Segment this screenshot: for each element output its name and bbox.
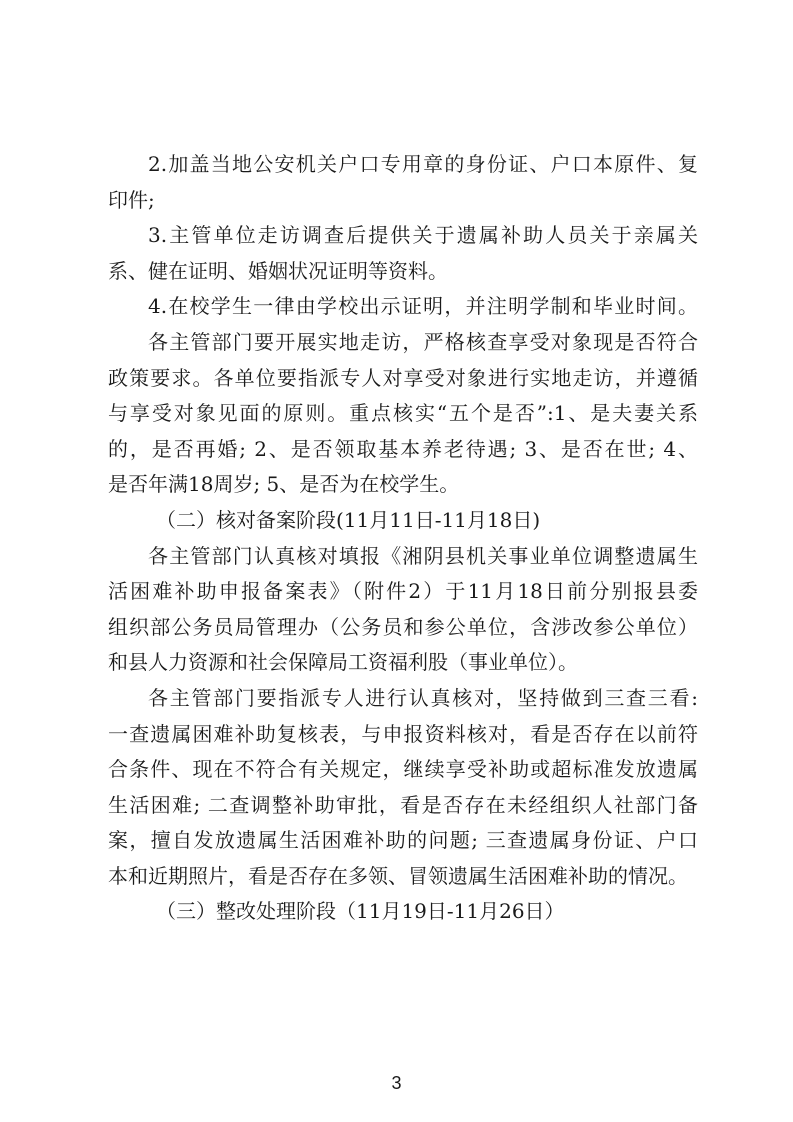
body-line: 案，擅自发放遗属生活困难补助的问题; 三查遗属身份证、户口 — [108, 828, 698, 853]
section-heading: （三）整改处理阶段（11月19日-11月26日） — [156, 899, 565, 924]
body-line: 各主管部门认真核对填报《湘阴县机关事业单位调整遗属生 — [148, 543, 698, 568]
body-line: 各主管部门要开展实地走访，严格核查享受对象现是否符合 — [148, 329, 698, 354]
document-body — [108, 147, 698, 930]
body-line: 本和近期照片，看是否存在多领、冒领遗属生活困难补助的情况。 — [108, 863, 688, 888]
body-line: 印件; — [108, 187, 155, 212]
body-line: 3.主管单位走访调查后提供关于遗属补助人员关于亲属关 — [148, 223, 698, 248]
page-number: 3 — [391, 1073, 402, 1093]
body-line: 系、健在证明、婚姻状况证明等资料。 — [108, 258, 448, 283]
body-line: 是否年满18周岁; 5、是否为在校学生。 — [108, 472, 460, 497]
body-line: 活困难补助申报备案表》（附件2）于11月18日前分别报县委 — [108, 579, 698, 604]
body-line: 组织部公务员局管理办（公务员和参公单位，含涉改参公单位） — [108, 614, 698, 639]
section-heading: （二）核对备案阶段(11月11日-11月18日) — [156, 507, 541, 532]
body-line: 2.加盖当地公安机关户口专用章的身份证、户口本原件、复 — [148, 152, 698, 176]
body-line: 与享受对象见面的原则。重点核实“五个是否”:1、是夫妻关系 — [108, 401, 698, 426]
body-line: 生活困难; 二查调整补助审批，看是否存在未经组织人社部门备 — [108, 792, 698, 817]
body-line: 合条件、现在不符合有关规定，继续享受补助或超标准发放遗属 — [108, 757, 698, 782]
body-line: 政策要求。各单位要指派专人对享受对象进行实地走访，并遵循 — [108, 365, 698, 390]
body-line: 和县人力资源和社会保障局工资福利股（事业单位）。 — [108, 650, 578, 675]
body-line: 一查遗属困难补助复核表，与申报资料核对，看是否存在以前符 — [108, 721, 698, 746]
body-line: 的，是否再婚; 2、是否领取基本养老待遇; 3、是否在世; 4、 — [108, 436, 698, 461]
body-line: 各主管部门要指派专人进行认真核对，坚持做到三查三看: — [148, 685, 698, 710]
body-line: 4.在校学生一律由学校出示证明，并注明学制和毕业时间。 — [148, 294, 698, 319]
